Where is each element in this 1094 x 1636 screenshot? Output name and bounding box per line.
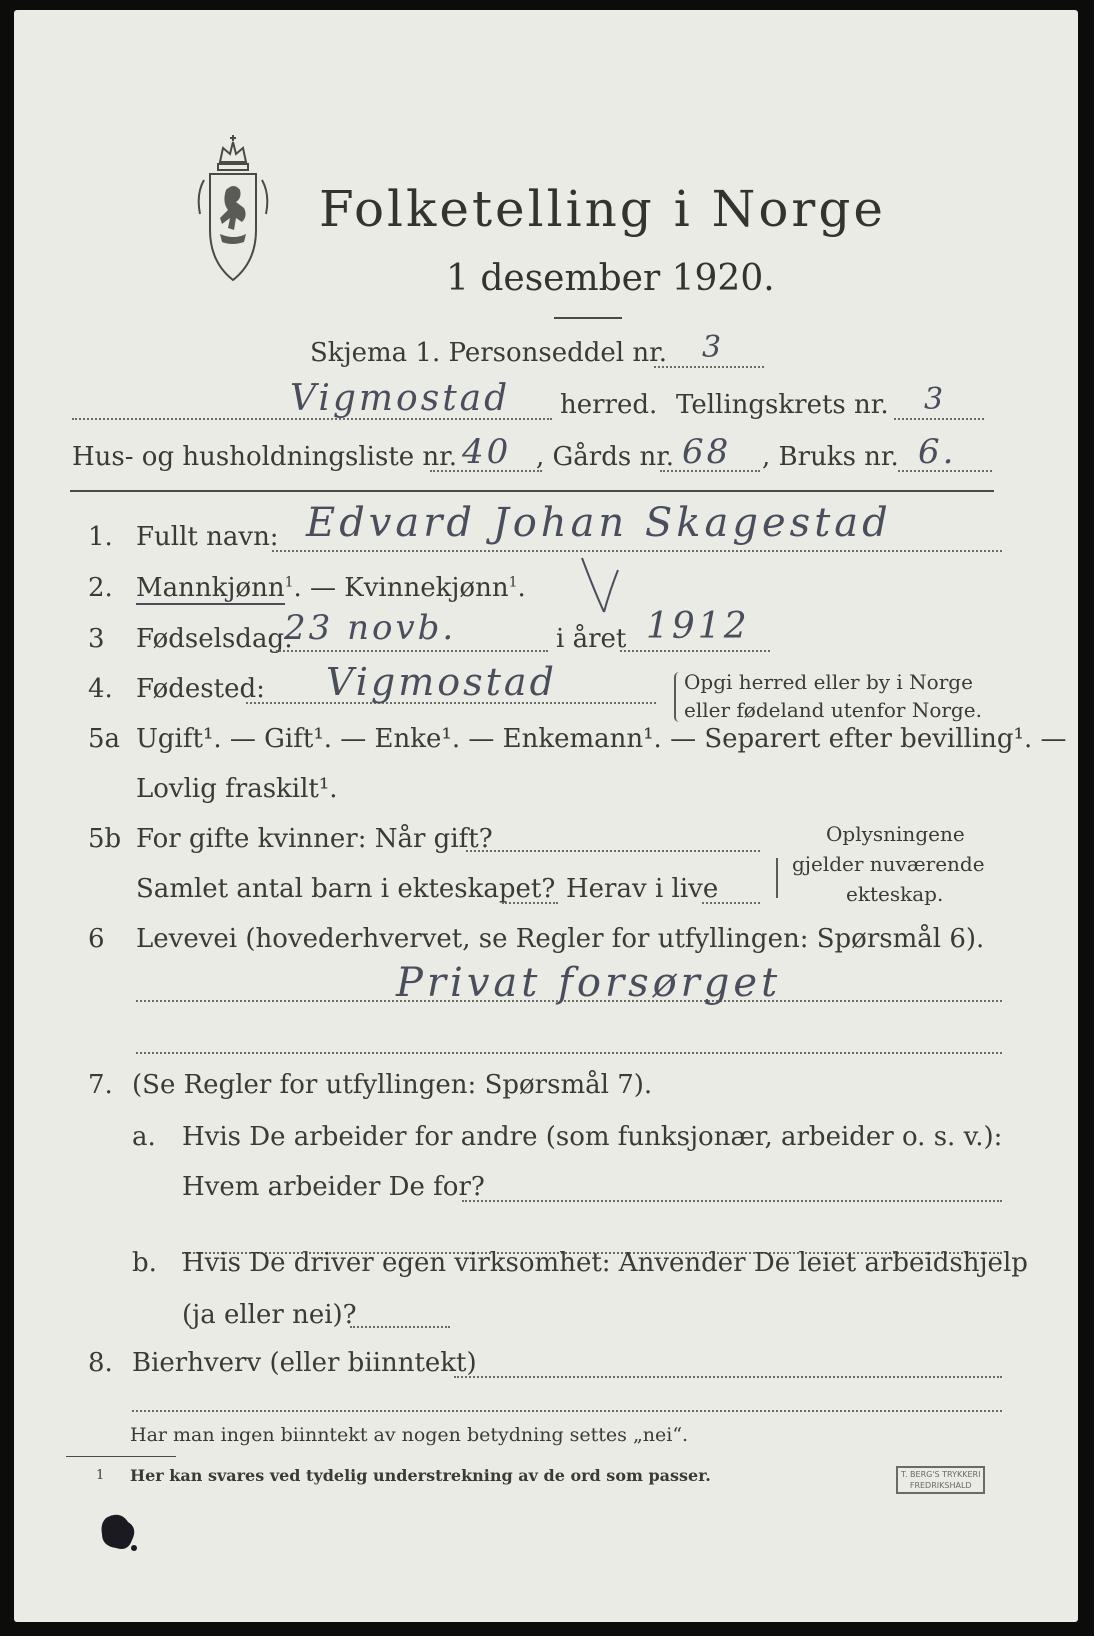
printer-stamp: T. BERG'S TRYKKERI FREDRIKSHALD	[896, 1466, 985, 1494]
tellingskrets-label: Tellingskrets nr.	[676, 390, 889, 420]
q5b-alive-label: Herav i live	[566, 874, 719, 904]
footnote-mark: 1	[96, 1468, 105, 1483]
q3-birthday: 23 novb.	[284, 608, 457, 648]
bleed-through-text	[874, 92, 881, 117]
q2-options: Mannkjønn$^1$. — Kvinnekjønn$^1$.	[136, 573, 526, 603]
q2-female: Kvinnekjønn	[344, 573, 509, 603]
q8-line-2	[132, 1410, 1002, 1412]
gards-nr: 68	[682, 432, 732, 472]
q5a-options-2: Lovlig fraskilt¹.	[136, 774, 338, 804]
q4-label: Fødested:	[136, 674, 265, 704]
q4-note-line1: Opgi herred eller by i Norge	[684, 670, 973, 694]
q7a-employer-line	[462, 1200, 1002, 1202]
q1-label: Fullt navn:	[136, 522, 279, 552]
q1-full-name: Edvard Johan Skagestad	[306, 500, 892, 546]
q4-note-line2: eller fødeland utenfor Norge.	[684, 698, 982, 722]
gards-label: , Gårds nr.	[536, 442, 675, 472]
q6-occupation: Privat forsørget	[396, 960, 782, 1006]
personseddel-line	[654, 366, 764, 368]
q2-check-mark	[574, 550, 624, 620]
ink-blot-mark	[94, 1508, 144, 1558]
bruks-label: , Bruks nr.	[762, 442, 899, 472]
q3-label: Fødselsdag:	[136, 624, 293, 654]
hus-label: Hus- og husholdningsliste nr.	[72, 442, 458, 472]
q3-line	[276, 650, 548, 652]
header-rule	[70, 490, 994, 492]
q3-year: 1912	[646, 606, 750, 647]
hus-nr: 40	[462, 432, 512, 472]
personseddel-nr: 3	[702, 330, 725, 365]
skjema-label: Skjema 1. Personseddel nr.	[310, 338, 667, 368]
footnote-text: Her kan svares ved tydelig understrekning av de ord som passer.	[130, 1466, 711, 1485]
q5a-options: Ugift¹. — Gift¹. — Enke¹. — Enkemann¹. — Separert efter bevilling¹. —	[136, 724, 1067, 754]
footnote-rule	[66, 1456, 176, 1457]
form-title: Folketelling i Norge	[319, 180, 886, 238]
q7b-answer-label: (ja eller nei)?	[182, 1300, 357, 1330]
q5b-married-label: For gifte kvinner: Når gift?	[136, 824, 493, 854]
q4-birthplace: Vigmostad	[326, 660, 557, 704]
census-form-sheet	[14, 10, 1078, 1622]
q3-year-line	[620, 650, 770, 652]
tellingskrets-nr: 3	[924, 382, 947, 417]
q5b-note-line3: ekteskap.	[846, 882, 944, 906]
q4-brace	[674, 672, 679, 722]
q5b-children-label: Samlet antal barn i ekteskapet?	[136, 874, 556, 904]
q8-number: 8.	[88, 1348, 113, 1378]
q7a-letter: a.	[132, 1122, 156, 1152]
q2-number: 2.	[88, 573, 113, 603]
q6-label: Levevei (hovederhvervet, se Regler for utfyllingen: Spørsmål 6).	[136, 924, 985, 954]
q5b-note-line1: Oplysningene	[826, 822, 965, 846]
q8-note: Har man ingen biinntekt av nogen betydning settes „nei“.	[130, 1424, 689, 1446]
q7b-letter: b.	[132, 1248, 157, 1278]
q7-number: 7.	[88, 1070, 113, 1100]
q7a-employer-label: Hvem arbeider De for?	[182, 1172, 485, 1202]
q8-label: Bierhverv (eller biinntekt)	[132, 1348, 477, 1378]
bruks-nr: 6.	[918, 432, 957, 472]
q5b-brace	[776, 858, 781, 898]
q7b-answer-line	[350, 1326, 450, 1328]
q5b-number: 5b	[88, 824, 122, 854]
q8-line	[454, 1376, 1002, 1378]
q7-label: (Se Regler for utfyllingen: Spørsmål 7).	[132, 1070, 653, 1100]
coat-of-arms-icon	[190, 134, 276, 284]
q5b-married-line	[466, 850, 760, 852]
q5b-children-line	[502, 902, 558, 904]
q7b-text: Hvis De driver egen virksomhet: Anvender De leiet arbeidshjelp	[182, 1248, 1028, 1278]
q1-line	[272, 550, 1002, 552]
herred-label: herred.	[560, 390, 658, 420]
q2-separator: . —	[293, 573, 345, 603]
q3-year-label: i året	[556, 624, 627, 654]
tellingskrets-line	[894, 418, 984, 420]
q3-number: 3	[88, 624, 105, 654]
q7a-text: Hvis De arbeider for andre (som funksjonær, arbeider o. s. v.):	[182, 1122, 1003, 1152]
q5a-number: 5a	[88, 724, 121, 754]
q6-number: 6	[88, 924, 105, 954]
title-divider	[554, 317, 622, 319]
q2-male: Mannkjønn	[136, 573, 285, 603]
q4-number: 4.	[88, 674, 113, 704]
census-date: 1 desember 1920.	[446, 258, 775, 299]
q5b-alive-line	[702, 902, 760, 904]
q5b-note-line2: gjelder nuværende	[792, 852, 985, 876]
q6-line-2	[136, 1052, 1002, 1054]
herred-value: Vigmostad	[290, 378, 511, 419]
q1-number: 1.	[88, 522, 113, 552]
